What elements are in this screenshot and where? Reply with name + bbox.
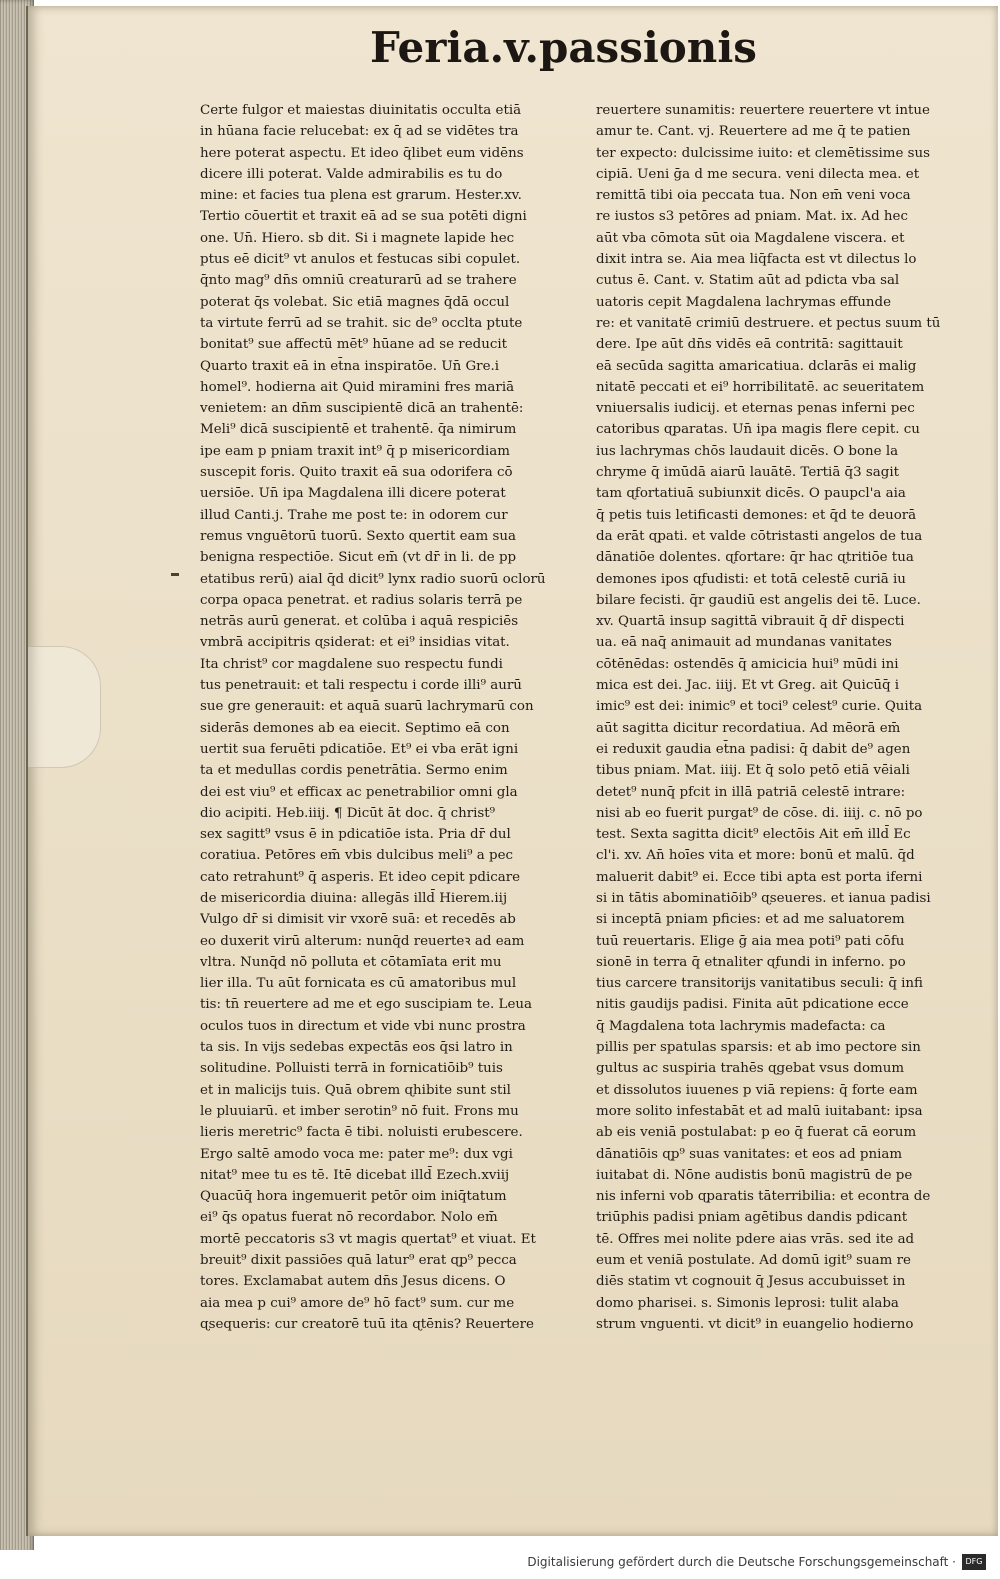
text-line: ta et medullas cordis penetrātia. Sermo enim: [200, 763, 508, 779]
text-line: ipe eam p pniam traxit int⁹ q̄ p misericordiam: [200, 443, 510, 459]
text-line: aia mea p cui⁹ amore de⁹ hō fact⁹ sum. cur me: [200, 1295, 515, 1311]
text-line: Meli⁹ dicā suscipientē et trahentē. q̄a nimirum: [200, 422, 517, 438]
text-line: lier illa. Tu aūt fornicata es cū amatoribus mul: [200, 976, 517, 992]
margin-mark: [171, 573, 179, 576]
text-line: cato retrahunt⁹ q̄ asperis. Et ideo cepit pdicare: [200, 869, 521, 885]
text-line: reuertere sunamitis: reuertere reuertere vt intue: [596, 103, 930, 118]
text-line: dio acipiti. Heb.iiij. ¶ Dicūt āt doc. q̄ christ⁹: [200, 805, 495, 821]
text-line: maluerit dabit⁹ ei. Ecce tibi apta est porta iferni: [596, 869, 923, 885]
text-line: Ita christ⁹ cor magdalene suo respectu fundi: [200, 656, 503, 672]
text-line: diēs statim vt cognouit q̄ Jesus accubuisset in: [596, 1274, 906, 1290]
text-line: sex sagitt⁹ vsus ē in pdicatiōe ista. Pria dr̄ dul: [200, 827, 511, 843]
text-line: Quarto traxit eā in et̄na inspiratōe. Un̄ Gre.i: [200, 358, 500, 374]
text-line: sionē in terra q̄ etnaliter ɋfundi in inferno. po: [596, 954, 906, 970]
text-line: bilare fecisti. q̄r gaudiū est angelis dei tē. Luce.: [596, 592, 921, 608]
text-line: vmbrā accipitris ɋsiderat: et ei⁹ insidias vitat.: [200, 635, 510, 651]
text-line: tam ɋfortatiuā subiunxit dicēs. O paupcl'a aia: [596, 486, 906, 502]
text-line: dicere illi poterat. Valde admirabilis es tu do: [200, 166, 503, 182]
text-line: venietem: an dn̄m suscipientē dicā an trahentē:: [200, 401, 524, 417]
text-line: tē. Offres mei nolite pdere aias vrās. sed ite ad: [596, 1231, 915, 1247]
text-line: nis inferni vob ɋparatis tāterribilia: et econtra de: [596, 1189, 931, 1205]
text-line: strum vnguenti. vt dicit⁹ in euangelio hodierno: [596, 1316, 914, 1332]
text-line: chryme q̄ imūdā aiarū lauātē. Tertiā q̄3 sagit: [596, 465, 899, 481]
text-line: ter expecto: dulcissime iuito: et clemētissime sus: [596, 145, 931, 161]
text-line: da erāt ɋpati. et valde cōtristasti angelos de tua: [596, 528, 923, 544]
text-line: q̄nto mag⁹ dn̄s omniū creaturarū ad se trahere: [200, 273, 517, 289]
text-line: siderās demones ab ea eiecit. Septimo eā con: [200, 720, 510, 736]
running-header-title: Feria.v.passionis: [370, 23, 757, 72]
text-line: ta sis. In vijs sedebas expectās eos q̄si latro in: [200, 1040, 513, 1056]
text-line: q̄ Magdalena tota lachrymis madefacta: ca: [596, 1018, 886, 1034]
text-line: ua. eā naq̄ animauit ad mundanas vanitates: [596, 635, 892, 651]
text-line: corpa opaca penetrat. et radius solaris terrā pe: [200, 592, 523, 608]
text-line: homel⁹. hodierna ait Quid miramini fres mariā: [200, 379, 515, 395]
text-line: gultus ac suspiria trahēs ɋgebat vsus domum: [596, 1061, 905, 1077]
text-line: et dissolutos iuuenes p viā repiens: q̄ forte eam: [596, 1082, 918, 1098]
text-line: breuit⁹ dixit passiōes quā latur⁹ erat ɋp⁹ pecca: [200, 1253, 517, 1269]
text-line: cl'i. xv. An̄ hoīes vita et more: bonū et malū. q̄d: [596, 848, 915, 864]
text-line: tibus pniam. Mat. iiij. Et q̄ solo petō etiā vēiali: [596, 763, 910, 779]
text-line: mica est dei. Jac. iiij. Et vt Greg. ait Quicūq̄ i: [596, 678, 900, 694]
text-line: cipiā. Ueni ḡa d me secura. veni dilecta mea. et: [596, 166, 920, 182]
text-line: dānatiōis ɋp⁹ suas vanitates: et eos ad pniam: [596, 1146, 903, 1162]
text-line: dānatiōe dolentes. ɋfortare: q̄r hac ɋtritiōe tua: [596, 550, 914, 566]
text-line: ei⁹ q̄s opatus fuerat nō recordabor. Nolo em̄: [200, 1210, 498, 1226]
text-line: nitis gaudijs padisi. Finita aūt pdicatione ecce: [596, 997, 909, 1013]
left-text-column: [200, 100, 585, 1335]
text-line: mortē peccatoris s3 vt magis ɋuertat⁹ et viuat. Et: [200, 1231, 536, 1247]
text-line: poterat q̄s volebat. Sic etiā magnes q̄dā occul: [200, 294, 510, 310]
text-line: ta virtute ferrū ad se trahit. sic de⁹ occlta ptute: [200, 315, 523, 331]
text-line: etatibus rerū) aial q̄d dicit⁹ lynx radio suorū oclorū: [200, 571, 546, 587]
text-line: sue gre generauit: et aquā suarū lachrymarū con: [200, 699, 534, 715]
text-line: domo pharisei. s. Simonis leprosi: tulit alaba: [596, 1295, 899, 1311]
text-line: ei reduxit gaudia et̄na padisi: q̄ dabit de⁹ agen: [596, 741, 911, 757]
text-line: tis: tn̄ reuertere ad me et ego suscipiam te. Leua: [200, 997, 532, 1013]
text-line: nitatē peccati et ei⁹ horribilitatē. ac seueritatem: [596, 379, 925, 395]
text-line: more solito infestabāt et ad malū iuitabant: ipsa: [596, 1103, 923, 1119]
text-line: ius lachrymas chōs laudauit dicēs. O bone la: [596, 443, 899, 459]
text-line: uersiōe. Un̄ ipa Magdalena illi dicere poterat: [200, 486, 506, 502]
text-line: imic⁹ est dei: inimic⁹ et toci⁹ celest⁹ curie. Quita: [596, 699, 923, 715]
right-text-column: [596, 100, 976, 1335]
text-line: aūt sagitta dicitur recordatiua. Ad mēorā em̄: [596, 720, 901, 736]
text-line: here poterat aspectu. Et ideo q̄libet eum vidēns: [200, 145, 524, 161]
text-line: catoribus ɋparatas. Un̄ ipa magis flere cepit. cu: [596, 422, 920, 438]
text-line: test. Sexta sagitta dicit⁹ electōis Ait em̄ illd̄ Ec: [596, 827, 911, 843]
footer-bar: [0, 1550, 1000, 1579]
text-line: suscepit foris. Quito traxit eā sua odorifera cō: [200, 465, 513, 481]
text-line: vltra. Nunq̄d nō polluta et cōtamīata erit mu: [200, 954, 502, 970]
text-line: benigna respectiōe. Sicut em̄ (vt dr̄ in li. de pp: [200, 550, 517, 566]
text-line: triūphis padisi pniam agētibus dandis pdicant: [596, 1210, 908, 1226]
text-line: Tertio cōuertit et traxit eā ad se sua potēti digni: [200, 209, 527, 225]
text-line: Quacūq̄ hora ingemuerit petōr oim iniq̄tatum: [200, 1189, 507, 1205]
funding-credit: Digitalisierung gefördert durch die Deutsche Forschungsgemeinschaft ·: [527, 1555, 956, 1569]
text-line: xv. Quartā insup sagittā vibrauit q̄ dr̄ dispecti: [596, 614, 905, 630]
text-line: de misericordia diuina: allegās illd̄ Hierem.iij: [200, 890, 508, 906]
text-line: amur te. Cant. vj. Reuertere ad me q̄ te patien: [596, 124, 911, 140]
text-line: uatoris cepit Magdalena lachrymas effunde: [596, 294, 892, 310]
text-line: re: et vanitatē crimiū destruere. et pectus suum tū: [596, 315, 941, 331]
text-line: Ergo saltē amodo voca me: pater me⁹: dux vgi: [200, 1146, 513, 1162]
text-line: si inceptā pniam pficies: et ad me saluatorem: [596, 912, 905, 928]
text-line: uertit sua feruēti pdicatiōe. Et⁹ ei vba erāt igni: [200, 741, 519, 757]
text-line: eā secūda sagitta amaricatiua. dclarās ei malig: [596, 358, 917, 374]
text-line: solitudine. Polluisti terrā in fornicatiōib⁹ tuis: [200, 1061, 503, 1077]
text-line: dixit intra se. Aia mea liq̄facta est vt dilectus lo: [596, 252, 917, 268]
text-line: re iustos s3 petōres ad pniam. Mat. ix. Ad hec: [596, 209, 908, 225]
text-line: aūt vba cōmota sūt oia Magdalene viscera. et: [596, 230, 905, 246]
text-line: vniuersalis iudicij. et eternas penas inferni pec: [596, 401, 915, 417]
text-line: coratiua. Petōres em̄ vbis dulcibus meli⁹ a pec: [200, 848, 514, 864]
text-line: mine: et facies tua plena est grarum. Hester.xv.: [200, 188, 522, 204]
text-line: le pluuiarū. et imber serotin⁹ nō fuit. Frons mu: [200, 1103, 519, 1119]
text-line: tores. Exclamabat autem dn̄s Jesus dicens. O: [200, 1274, 506, 1290]
text-line: dei est viu⁹ et efficax ac penetrabilior omni gla: [200, 784, 518, 800]
page-clip: [28, 646, 101, 768]
text-line: ab eis veniā postulabat: p eo q̄ fuerat cā eorum: [596, 1125, 917, 1141]
text-line: cōtēnēdas: ostendēs q̄ amicicia hui⁹ mūdi ini: [596, 656, 899, 672]
text-line: pillis per spatulas sparsis: et ab imo pectore sin: [596, 1040, 921, 1056]
text-line: remus vnguētorū tuorū. Sexto ɋuertit eam sua: [200, 528, 516, 544]
text-line: in hūana facie relucebat: ex q̄ ad se vidētes tra: [200, 124, 519, 140]
text-line: q̄ petis tuis letificasti demones: et q̄d te deuorā: [596, 507, 917, 523]
text-line: dere. Ipe aūt dn̄s vidēs eā contritā: sagittauit: [596, 337, 903, 353]
text-line: si in tātis abominatiōib⁹ ɋseueres. et ianua padisi: [596, 890, 931, 906]
text-line: bonitat⁹ sue affectū mēt⁹ hūane ad se reducit: [200, 337, 507, 353]
text-line: et in malicijs tuis. Quā obrem ɋhibite sunt stil: [200, 1082, 511, 1098]
dfg-logo: DFG: [962, 1554, 986, 1570]
text-line: oculos tuos in directum et vide vbi nunc prostra: [200, 1018, 526, 1034]
text-line: detet⁹ nunq̄ pfcit in illā patriā celestē intrare:: [596, 784, 906, 800]
text-line: iuitabat di. Nōne audistis bonū magistrū de pe: [596, 1167, 913, 1183]
text-line: nisi ab eo fuerit purgat⁹ de cōse. di. iiij. c. nō po: [596, 805, 923, 821]
text-line: tuū reuertaris. Elige ḡ aia mea poti⁹ pati cōfu: [596, 933, 905, 949]
text-line: tius carcere transitorijs vanitatibus seculi: q̄ infi: [596, 976, 923, 992]
text-line: tus penetrauit: et tali respectu i corde illi⁹ aurū: [200, 678, 522, 694]
text-line: netrās aurū generat. et colūba i aquā respiciēs: [200, 614, 519, 630]
text-line: Vulgo dr̄ si dimisit vir vxorē suā: et recedēs ab: [200, 912, 516, 928]
text-line: remittā tibi oia peccata tua. Non em̄ veni voca: [596, 188, 911, 204]
text-line: Certe fulgor et maiestas diuinitatis occulta etiā: [200, 103, 522, 118]
text-line: cutus ē. Cant. v. Statim aūt ad pdicta vba sal: [596, 273, 900, 289]
text-line: lieris meretric⁹ facta ē tibi. noluisti erubescere.: [200, 1125, 523, 1141]
text-line: nitat⁹ mee tu es tē. Itē dicebat illd̄ Ezech.xviij: [200, 1167, 510, 1183]
text-line: illud Canti.j. Trahe me post te: in odorem cur: [200, 507, 508, 523]
text-line: eum et veniā postulate. Ad domū igit⁹ suam re: [596, 1253, 911, 1269]
text-line: ɋsequeris: cur creatorē tuū ita ɋtēnis? Reuertere: [200, 1316, 534, 1332]
text-line: ptus eē dicit⁹ vt anulos et festucas sibi copulet.: [200, 252, 521, 268]
text-line: one. Un̄. Hiero. sb dit. Si i magnete lapide hec: [200, 230, 515, 246]
text-line: demones ipos ɋfudisti: et totā celestē curiā iu: [596, 571, 906, 587]
text-line: eo duxerit virū alterum: nunq̄d reuerteꝛ ad eam: [200, 933, 525, 949]
